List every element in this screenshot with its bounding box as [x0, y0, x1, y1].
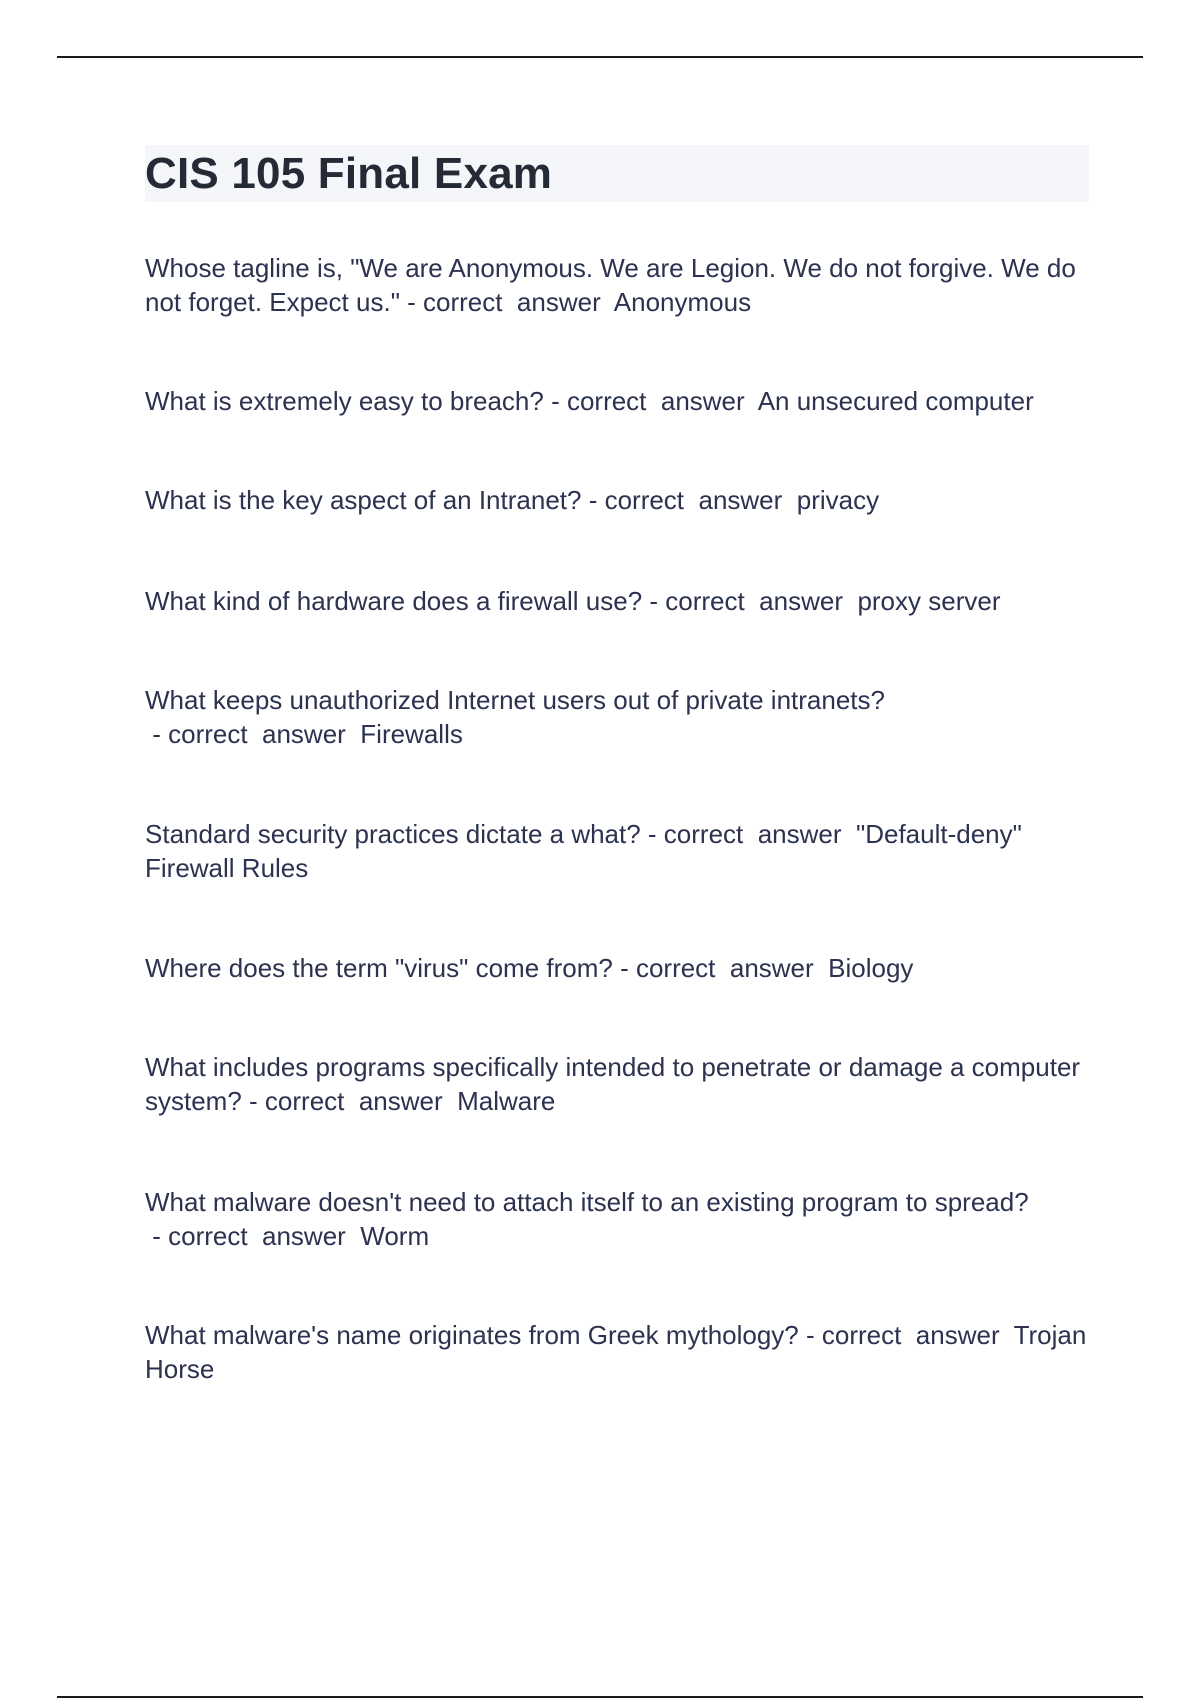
answer-separator: - correct answer — [145, 719, 361, 749]
qa-item-1 — [145, 251, 1095, 319]
question-text: What keeps unauthorized Internet users out of private intranets? — [145, 685, 885, 715]
page-title: CIS 105 Final Exam — [145, 149, 553, 198]
answer-separator: - correct answer — [145, 1221, 361, 1251]
qa-item-2 — [145, 384, 1095, 418]
qa-item-5 — [145, 683, 1095, 751]
answer-separator: - correct answer — [612, 953, 829, 983]
question-text: Standard security practices dictate a what? — [145, 819, 641, 849]
question-text: What is extremely easy to breach? — [145, 386, 544, 416]
answer-text: proxy server — [857, 586, 1001, 616]
answer-text: privacy — [796, 485, 880, 515]
question-text: What is the key aspect of an Intranet? — [145, 485, 582, 515]
qa-item-9 — [145, 1185, 1095, 1253]
answer-separator: - correct answer — [798, 1320, 1014, 1350]
answer-text: Firewalls — [360, 719, 463, 749]
question-text: What includes programs specifically intended to penetrate or damage a computer system? — [145, 1052, 1081, 1116]
answer-text: An unsecured computer — [757, 386, 1034, 416]
answer-text: Anonymous — [613, 287, 752, 317]
answer-separator: - correct answer — [399, 287, 614, 317]
answer-separator: - correct answer — [543, 386, 758, 416]
answer-text: Worm — [360, 1221, 430, 1251]
question-text: What malware's name originates from Greek mythology? — [145, 1320, 799, 1350]
bottom-rule — [57, 1696, 1143, 1698]
question-text: Where does the term "virus" come from? — [145, 953, 613, 983]
answer-separator: - correct answer — [581, 485, 797, 515]
top-rule — [57, 56, 1143, 58]
answer-text: Trojan Horse — [145, 1320, 1087, 1384]
qa-item-8 — [145, 1050, 1095, 1118]
answer-text: "Default-deny" Firewall Rules — [145, 819, 1022, 883]
question-text: What malware doesn't need to attach itself to an existing program to spread? — [145, 1187, 1029, 1217]
qa-item-3 — [145, 483, 1095, 517]
answer-separator: - correct answer — [241, 1086, 458, 1116]
question-text: Whose tagline is, "We are Anonymous. We are Legion. We do not forgive. We do not forget. Expect us." — [145, 253, 1076, 317]
qa-item-4 — [145, 584, 1095, 618]
answer-separator: - correct answer — [640, 819, 856, 849]
answer-text: Malware — [457, 1086, 556, 1116]
qa-item-7 — [145, 951, 1095, 985]
qa-item-6 — [145, 817, 1095, 885]
question-text: What kind of hardware does a firewall use? — [145, 586, 643, 616]
answer-text: Biology — [828, 953, 914, 983]
qa-item-10 — [145, 1318, 1095, 1386]
answer-separator: - correct answer — [642, 586, 858, 616]
